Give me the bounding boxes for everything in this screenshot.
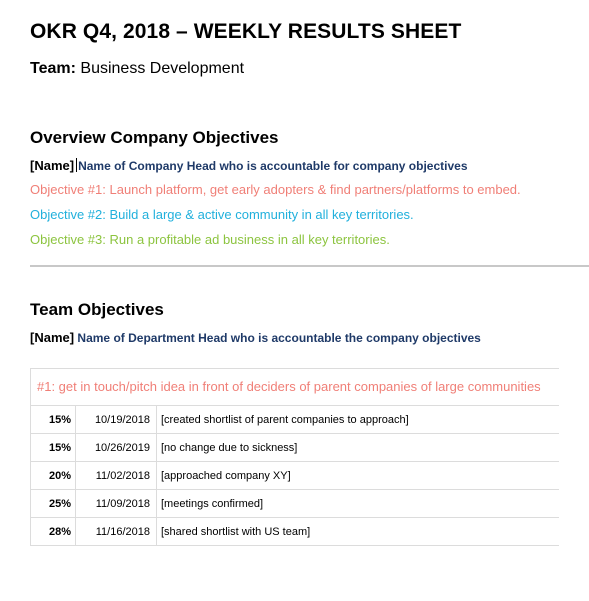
table-row bbox=[31, 490, 559, 518]
date-cell[interactable]: 10/19/2018 bbox=[94, 413, 150, 426]
weekly-results-table bbox=[31, 406, 559, 545]
note-cell[interactable]: [approached company XY] bbox=[157, 462, 560, 490]
team-line bbox=[30, 60, 244, 78]
date-cell[interactable]: 10/26/2019 bbox=[76, 434, 157, 462]
overview-heading: Overview Company Objectives bbox=[30, 128, 279, 147]
team-objectives-heading: Team Objectives bbox=[30, 300, 164, 319]
company-head-description[interactable]: Name of Company Head who is accountable for company objectives bbox=[78, 159, 468, 173]
section-divider bbox=[30, 265, 589, 267]
company-head-name-tag[interactable]: [Name] bbox=[30, 158, 75, 173]
department-head-description[interactable]: Name of Department Head who is accountable the company objectives bbox=[77, 331, 481, 345]
note-cell[interactable]: [shared shortlist with US team] bbox=[157, 518, 560, 546]
department-head-name-tag[interactable]: [Name] bbox=[30, 330, 75, 345]
company-objective-2[interactable]: Objective #2: Build a large & active community in all key territories. bbox=[30, 207, 414, 222]
progress-percent-cell[interactable]: 15% bbox=[31, 406, 76, 434]
date-cell[interactable]: 11/09/2018 bbox=[76, 490, 157, 518]
date-cell[interactable]: 11/16/2018 bbox=[76, 518, 157, 546]
company-objective-3[interactable]: Objective #3: Run a profitable ad business in all key territories. bbox=[30, 232, 390, 247]
team-value[interactable]: Business Development bbox=[80, 60, 245, 77]
note-cell[interactable]: [meetings confirmed] bbox=[157, 490, 560, 518]
text-cursor bbox=[76, 158, 77, 172]
table-row bbox=[31, 518, 559, 546]
key-result-box bbox=[30, 368, 559, 546]
progress-percent-cell[interactable]: 15% bbox=[31, 434, 76, 462]
company-head-line bbox=[30, 158, 468, 173]
table-row bbox=[31, 406, 559, 434]
date-cell[interactable]: 11/02/2018 bbox=[76, 462, 157, 490]
note-cell[interactable]: [no change due to sickness] bbox=[157, 434, 560, 462]
company-objective-1[interactable]: Objective #1: Launch platform, get early adopters & find partners/platforms to embed. bbox=[30, 182, 521, 197]
document-title: OKR Q4, 2018 – WEEKLY RESULTS SHEET bbox=[30, 20, 462, 43]
table-row bbox=[31, 434, 559, 462]
team-label: Team: bbox=[30, 60, 76, 77]
department-head-line bbox=[30, 330, 481, 345]
progress-percent-cell[interactable]: 20% bbox=[31, 462, 76, 490]
progress-percent-cell[interactable]: 25% bbox=[31, 490, 76, 518]
table-row bbox=[31, 462, 559, 490]
note-cell[interactable]: [created shortlist of parent companies to approach] bbox=[157, 406, 560, 434]
key-result-heading[interactable]: #1: get in touch/pitch idea in front of deciders of parent companies of large communities bbox=[31, 369, 559, 406]
progress-percent-cell[interactable]: 28% bbox=[31, 518, 76, 546]
